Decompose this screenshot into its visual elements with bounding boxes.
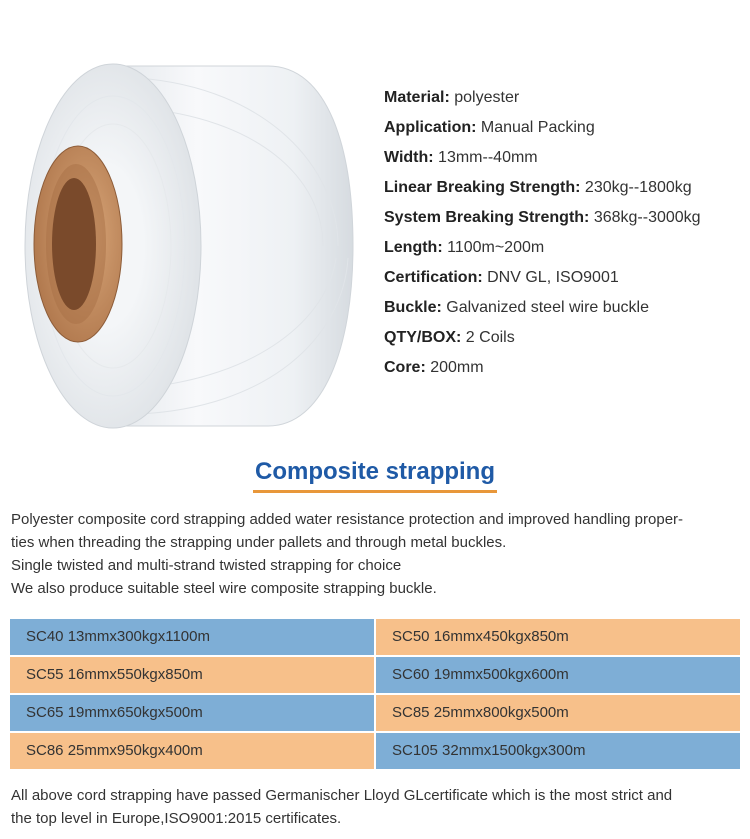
model-cell: SC65 19mmx650kgx500m [10,695,374,731]
spec-list [384,85,701,385]
model-grid [10,619,740,771]
footer-line: All above cord strapping have passed Germanischer Lloyd GLcertificate which is the most strict and [11,787,673,804]
model-row [10,695,740,731]
description [11,508,741,600]
model-row [10,657,740,693]
spec-width: Width: 13mm--40mm [384,149,538,166]
model-cell: SC55 16mmx550kgx850m [10,657,374,693]
description-line: We also produce suitable steel wire composite strapping buckle. [11,580,437,597]
model-cell: SC86 25mmx950kgx400m [10,733,374,769]
model-cell: SC85 25mmx800kgx500m [376,695,740,731]
spec-certification: Certification: DNV GL, ISO9001 [384,269,619,286]
footer-line: the top level in Europe,ISO9001:2015 certificates. [11,810,342,827]
product-image [18,58,358,434]
spec-length: Length: 1100m~200m [384,239,545,256]
spec-system-breaking-strength: System Breaking Strength: 368kg--3000kg [384,209,701,226]
model-cell: SC60 19mmx500kgx600m [376,657,740,693]
section-heading [0,458,750,493]
spec-material: Material: polyester [384,89,520,106]
model-cell: SC40 13mmx300kgx1100m [10,619,374,655]
description-line: Single twisted and multi-strand twisted strapping for choice [11,557,402,574]
model-row [10,619,740,655]
spec-buckle: Buckle: Galvanized steel wire buckle [384,299,650,316]
model-row [10,733,740,769]
spec-linear-breaking-strength: Linear Breaking Strength: 230kg--1800kg [384,179,692,196]
description-line: ties when threading the strapping under pallets and through metal buckles. [11,534,507,551]
model-cell: SC50 16mmx450kgx850m [376,619,740,655]
section-title: Composite strapping [253,458,497,493]
spec-application: Application: Manual Packing [384,119,595,136]
spec-core: Core: 200mm [384,359,484,376]
spec-qty-box: QTY/BOX: 2 Coils [384,329,515,346]
description-line: Polyester composite cord strapping added water resistance protection and improved handling proper- [11,511,684,528]
model-cell: SC105 32mmx1500kgx300m [376,733,740,769]
strapping-roll-image [18,58,358,434]
certification-note [11,784,741,830]
